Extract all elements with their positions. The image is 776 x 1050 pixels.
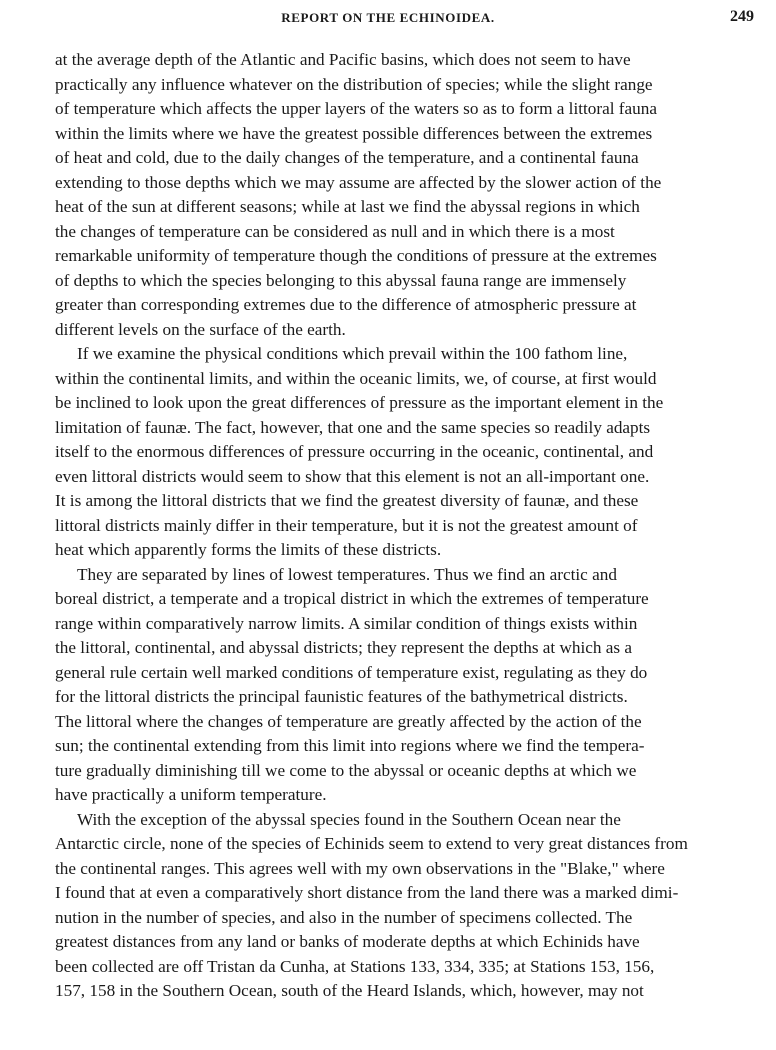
text-line: greatest distances from any land or banks of moderate depths at which Echinids have: [55, 932, 640, 951]
text-line: the littoral, continental, and abyssal districts; they represent the depths at which as a: [55, 638, 633, 657]
text-line: heat of the sun at different seasons; while at last we find the abyssal regions in which: [55, 197, 640, 216]
text-line: different levels on the surface of the earth.: [55, 319, 346, 339]
text-line: range within comparatively narrow limits. A similar condition of things exists within: [55, 613, 638, 633]
text-line: within the limits where we have the greatest possible differences between the extremes: [55, 123, 653, 143]
body-text: [55, 48, 758, 1004]
text-line: of temperature which affects the upper layers of the waters so as to form a littoral fauna: [55, 99, 657, 118]
text-line: remarkable uniformity of temperature though the conditions of pressure at the extremes: [55, 246, 657, 265]
text-line: ture gradually diminishing till we come to the abyssal or oceanic depths at which we: [55, 760, 637, 780]
page-header: [0, 6, 776, 30]
text-line: boreal district, a temperate and a tropical district in which the extremes of temperature: [55, 589, 649, 608]
text-line: It is among the littoral districts that we find the greatest diversity of faunæ, and these: [55, 491, 639, 510]
paragraph: [55, 342, 758, 563]
text-line: With the exception of the abyssal species found in the Southern Ocean near the: [77, 809, 621, 829]
text-line: within the continental limits, and within the oceanic limits, we, of course, at first would: [55, 368, 657, 388]
text-line: sun; the continental extending from this limit into regions where we find the tempera-: [55, 736, 645, 755]
text-line: be inclined to look upon the great differences of pressure as the important element in the: [55, 393, 664, 412]
paragraph: [55, 563, 758, 808]
text-line: for the littoral districts the principal faunistic features of the bathymetrical districts.: [55, 687, 628, 706]
text-line: 157, 158 in the Southern Ocean, south of the Heard Islands, which, however, may not: [55, 981, 644, 1000]
text-line: Antarctic circle, none of the species of Echinids seem to extend to very great distances from: [55, 834, 688, 853]
text-line: the continental ranges. This agrees well with my own observations in the "Blake," where: [55, 858, 665, 878]
text-line: If we examine the physical conditions which prevail within the 100 fathom line,: [77, 344, 628, 363]
text-line: littoral districts mainly differ in their temperature, but it is not the greatest amount of: [55, 515, 638, 535]
text-line: the changes of temperature can be considered as null and in which there is a most: [55, 221, 615, 241]
text-line: I found that at even a comparatively short distance from the land there was a marked dimi-: [55, 883, 679, 902]
paragraph: [55, 48, 758, 342]
text-line: general rule certain well marked conditions of temperature exist, regulating as they do: [55, 662, 648, 682]
text-line: at the average depth of the Atlantic and Pacific basins, which does not seem to have: [55, 50, 631, 69]
paragraph: [55, 808, 758, 1004]
text-line: of depths to which the species belonging to this abyssal fauna range are immensely: [55, 270, 627, 290]
text-line: heat which apparently forms the limits of these districts.: [55, 540, 442, 559]
page-number: 249: [730, 8, 754, 25]
text-line: The littoral where the changes of temperature are greatly affected by the action of the: [55, 711, 642, 731]
text-line: practically any influence whatever on the distribution of species; while the slight range: [55, 74, 653, 94]
text-line: greater than corresponding extremes due to the difference of atmospheric pressure at: [55, 295, 637, 314]
text-line: itself to the enormous differences of pressure occurring in the oceanic, continental, and: [55, 442, 654, 461]
text-line: have practically a uniform temperature.: [55, 785, 327, 804]
text-line: They are separated by lines of lowest temperatures. Thus we find an arctic and: [77, 564, 617, 584]
text-line: even littoral districts would seem to show that this element is not an all-important one.: [55, 466, 650, 486]
text-line: of heat and cold, due to the daily changes of the temperature, and a continental fauna: [55, 148, 639, 167]
text-line: been collected are off Tristan da Cunha, at Stations 133, 334, 335; at Stations 153, 156,: [55, 956, 655, 976]
text-line: nution in the number of species, and also in the number of specimens collected. The: [55, 907, 633, 927]
text-line: extending to those depths which we may assume are affected by the slower action of the: [55, 172, 662, 192]
text-line: limitation of faunæ. The fact, however, that one and the same species so readily adapts: [55, 417, 651, 437]
running-title: REPORT ON THE ECHINOIDEA.: [281, 10, 495, 25]
